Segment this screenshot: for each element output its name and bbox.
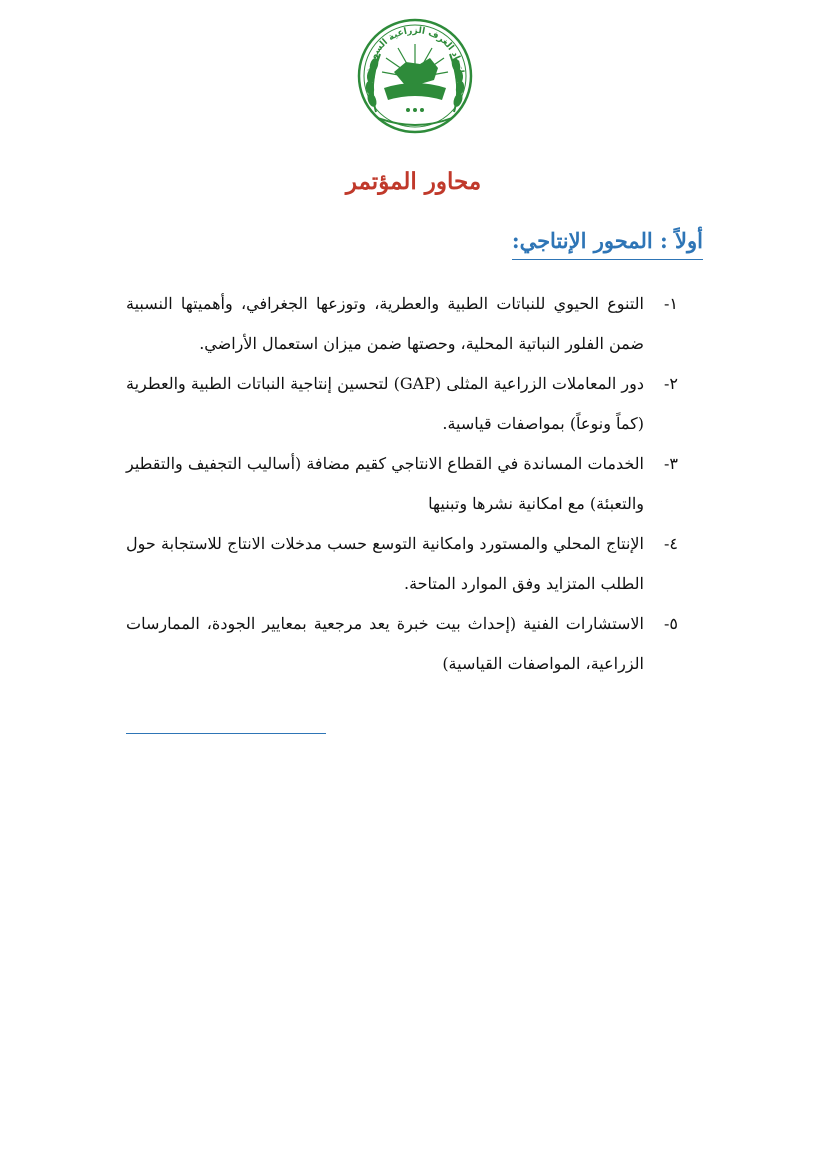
svg-text:اتحاد الغرف الزراعية السورية: اتحاد الغرف الزراعية السورية (365, 25, 465, 74)
item-number: ١- (664, 294, 678, 313)
section-heading: أولاً : المحور الإنتاجي: (512, 224, 703, 260)
item-text: التنوع الحيوي للنباتات الطبية والعطرية، وتوزعها الجغرافي، وأهميتها النسبية ضمن الفلور النباتية المحلية، وحصتها ضمن ميزان استعمال الأراضي. (126, 294, 644, 353)
list-item (126, 284, 678, 364)
item-number: ٤- (664, 534, 678, 553)
item-text: الخدمات المساندة في القطاع الانتاجي كقيم مضافة (أساليب التجفيف والتقطير والتعبئة) مع امكانية نشرها وتبنيها (125, 454, 644, 513)
conference-topics-list (126, 284, 678, 684)
item-text: الإنتاج المحلي والمستورد وامكانية التوسع حسب مدخلات الانتاج للاستجابة حول الطلب المتزايد وفق الموارد المتاحة. (126, 534, 644, 593)
item-number: ٢- (664, 374, 678, 393)
wheat-seal-icon (354, 14, 476, 136)
list-item (126, 364, 678, 444)
item-text: الاستشارات الفنية (إحداث بيت خبرة يعد مرجعية بمعايير الجودة، الممارسات الزراعية، المواصفات القياسية) (126, 614, 644, 673)
list-item (126, 444, 678, 524)
organization-logo (354, 14, 476, 136)
list-item (126, 604, 678, 684)
list-item (126, 524, 678, 604)
item-number: ٣- (664, 454, 678, 473)
item-number: ٥- (664, 614, 678, 633)
footnote-separator (126, 733, 326, 734)
item-text: دور المعاملات الزراعية المثلى (GAP) لتحسين إنتاجية النباتات الطبية والعطرية (كماً ونوعاً) بمواصفات قياسية. (126, 374, 644, 433)
document-title: محاور المؤتمر (345, 168, 482, 195)
